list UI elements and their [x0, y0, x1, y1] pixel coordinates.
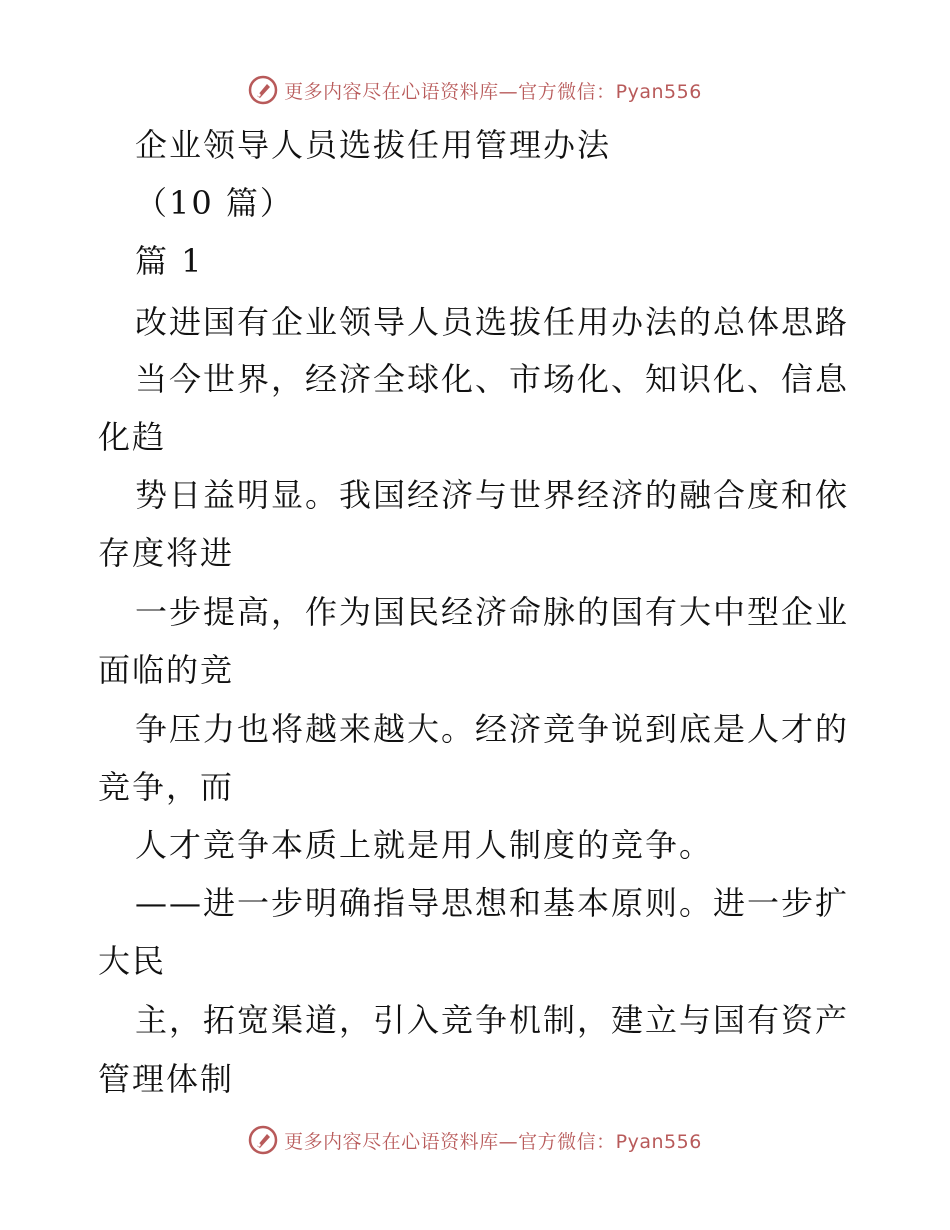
paragraph-line: 面临的竞	[98, 651, 235, 689]
document-title: 企业领导人员选拔任用管理办法	[135, 126, 612, 164]
paragraph-line: 争压力也将越来越大。经济竞争说到底是人才的	[135, 710, 850, 748]
paragraph-line: 势日益明显。我国经济与世界经济的融合度和依	[135, 476, 850, 514]
pen-nib-logo-icon	[248, 1125, 278, 1155]
paragraph-line: 化趋	[98, 418, 167, 456]
paragraph-line: 主，拓宽渠道，引入竞争机制，建立与国有资产	[135, 1001, 850, 1039]
header-banner-text: 更多内容尽在心语资料库—官方微信：Pyan556	[284, 80, 702, 103]
header-watermark-banner	[0, 70, 950, 110]
paragraph-line: 管理体制	[98, 1060, 235, 1098]
section-heading: 篇 1	[135, 242, 204, 280]
footer-banner-text: 更多内容尽在心语资料库—官方微信：Pyan556	[284, 1130, 702, 1153]
paragraph-line: 存度将进	[98, 534, 235, 572]
document-subtitle: （10 篇）	[135, 184, 294, 222]
paragraph-line: 竞争，而	[98, 768, 235, 806]
footer-watermark-banner	[0, 1120, 950, 1160]
paragraph-line: 一步提高，作为国民经济命脉的国有大中型企业	[135, 593, 850, 631]
pen-nib-logo-icon	[248, 75, 278, 105]
paragraph-line: ——进一步明确指导思想和基本原则。进一步扩	[135, 884, 850, 922]
paragraph-line: 当今世界，经济全球化、市场化、知识化、信息	[135, 360, 850, 398]
paragraph-line: 改进国有企业领导人员选拔任用办法的总体思路	[135, 303, 850, 341]
paragraph-line: 大民	[98, 942, 167, 980]
paragraph-line: 人才竞争本质上就是用人制度的竞争。	[135, 826, 714, 864]
